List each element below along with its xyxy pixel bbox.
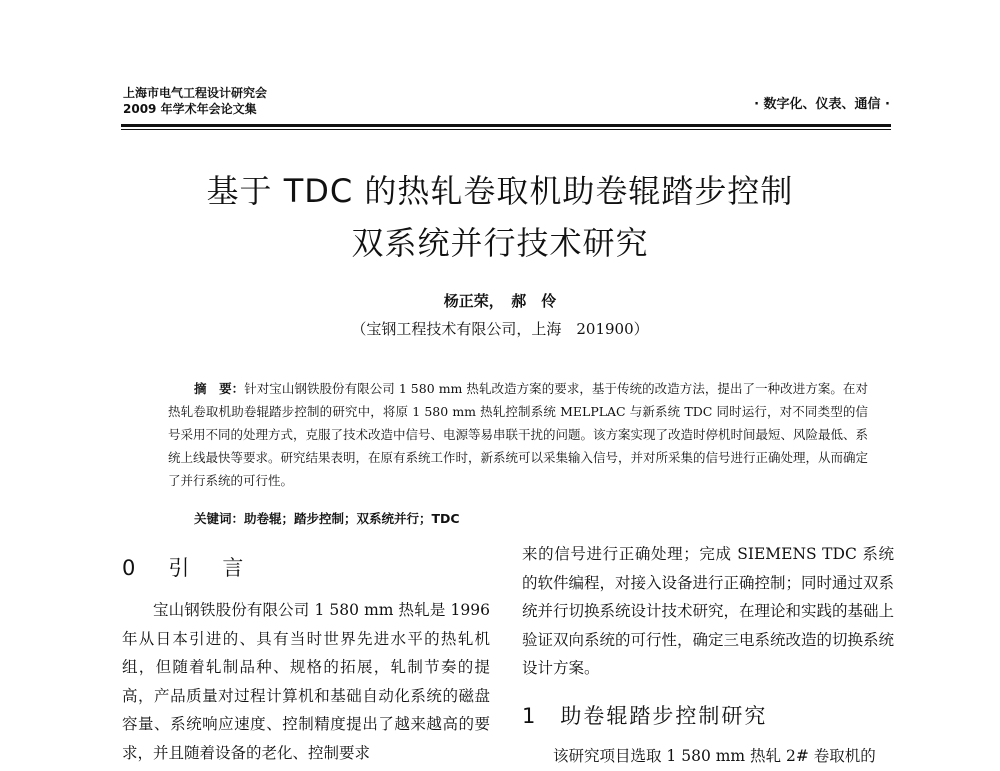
section-0-body [122,596,490,767]
section-category: · 数字化、仪表、通信 · [754,97,890,112]
abstract [168,377,868,492]
section-0-paragraph: 宝山钢铁股份有限公司 1 580 mm 热轧是 1996 年从日本引进的、具有当时世界先进水平的热轧机组，但随着轧制品种、规格的拓展，轧制节奏的提高，产品质量对过程计算机和基础自动化系统的磁盘容量、系统响应速度、控制精度提出了越来越高的要求，并且随着设备的老化、控制要求 [122,601,490,762]
abstract-label: 摘 要： [194,381,245,396]
header-rule-thick [121,124,891,127]
header-rule-thin [121,129,891,130]
author-names: 杨正荣， 郝 伶 [443,292,557,310]
journal-header-line1: 上海市电气工程设计研究会 [123,86,268,100]
paper-title-line1: 基于 TDC 的热轧卷取机助卷辊踏步控制 [206,172,794,210]
journal-header-line2: 2009 年学术年会论文集 [123,102,257,116]
section-1-text: 该研究项目选取 1 580 mm 热轧 2# 卷取机的 [553,747,876,765]
keywords: 关键词：助卷辊；踏步控制；双系统并行；TDC [194,511,460,526]
paper-title-line2: 双系统并行技术研究 [351,224,649,262]
right-column-paragraph: 来的信号进行正确处理；完成 SIEMENS TDC 系统的软件编程，对接入设备进行正确控制；同时通过双系统并行切换系统设计技术研究，在理论和实践的基础上验证双向系统的可行性，确定三电系统改造的切换系统设计方案。 [522,545,895,677]
author-affiliation: （宝钢工程技术有限公司，上海 201900） [351,320,649,338]
abstract-body [168,377,868,492]
journal-header [123,85,267,117]
section-1-heading: 1 助卷辊踏步控制研究 [522,704,768,728]
section-0-heading: 0 引 言 [122,556,250,580]
abstract-text: 针对宝山钢铁股份有限公司 1 580 mm 热轧改造方案的要求，基于传统的改造方法，提出了一种改进方案。在对热轧卷取机助卷辊踏步控制的研究中，将原 1 580 mm 热轧控制系统 MELPLAC 与新系统 TDC 同时运行，对不同类型的信号采用不同的处理方式，克服了技术改造中信号、电源等易串联干扰的问题。该方案实现了改造时停机时间最短、风险最低、系统上线最快等要求。研究结果表明，在原有系统工作时，新系统可以采集输入信号，并对所采集的信号进行正确处理，从而确定了并行系统的可行性。 [168,381,869,488]
